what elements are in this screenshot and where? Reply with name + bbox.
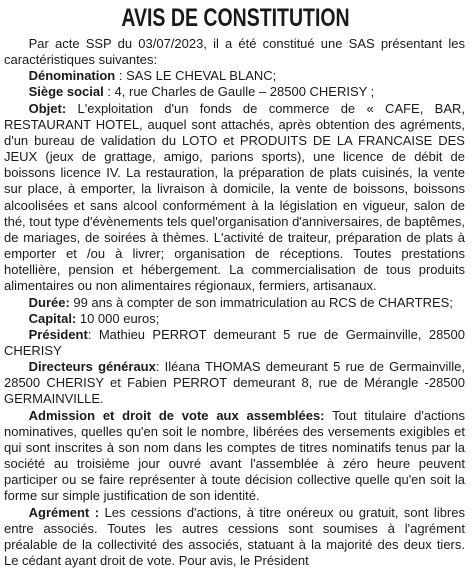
agrement-paragraph [4,505,465,569]
agrement-value: Les cessions d'actions, à titre onéreux ou gratuit, sont libres entre associés. Toutes les autres cessions sont soumises à l'agrément préalable de la collectivité des associés, statuant à la majorité des deux tiers. Le cédant ayant droit de vote. Pour avis, le Président [4,504,465,568]
notice-title: AVIS DE CONSTITUTION [121,4,350,32]
directeurs-label: Directeurs généraux [28,359,156,375]
admission-label: Admission et droit de vote aux assemblées: [28,407,325,423]
admission-paragraph [4,408,465,505]
directeurs-separator: : [155,359,165,375]
capital-label: Capital: [28,310,77,326]
directeurs-value: Iléana THOMAS demeurant 5 rue de Germainville, 28500 CHERISY et Fabien PERROT demeurant 8, rue de Mérangle -28500 GERMAINVILLE. [4,359,465,407]
siege-separator: : [103,84,115,100]
admission-separator [325,408,333,423]
siege-paragraph [4,84,465,100]
president-value: Mathieu PERROT demeurant 5 rue de Germainville, 28500 CHERISY [4,326,465,358]
objet-label: Objet: [28,100,67,116]
capital-value: 10 000 euros; [79,310,160,326]
president-label: Président [28,326,88,342]
denomination-separator: : [115,68,127,84]
objet-value: L'exploitation d'un fonds de commerce de « CAFE, BAR, RESTAURANT HOTEL, auquel sont attachés, après obtention des agréments, d'un bureau de validation du LOTO et PRODUITS DE LA FRANCAISE DES JEUX (jeux de grattage, amigo, parions sports), une licence de débit de boissons licence IV. La restauration, la préparation de plats cuisinés, la vente sur place, à emporter, la livraison à domicile, la vente de boissons, boissons alcoolisées et sans alcool conformément à la législation en vigueur, salon de thé, tout type d'évènements tels quel'organisation d'anniversaires, de baptêmes, de mariages, de soirées à thèmes. L'activité de traiteur, préparation de plats à emporter et /ou à livrer; organisation de réceptions. Toutes prestations hotellière, pension et hébergement. La commercialisation de tous produits alimentaires ou non alimentaires régionaux, fermiers, artisanaux. [4,100,465,294]
notice-body [4,36,465,569]
denomination-value: SAS LE CHEVAL BLANC; [126,68,277,84]
intro-paragraph: Par acte SSP du 03/07/2023, il a été constitué une SAS présentant les caractéristiques suivantes: [4,36,465,68]
president-paragraph [4,327,465,359]
directeurs-paragraph [4,359,465,407]
duree-value: 99 ans à compter de son immatriculation au RCS de CHARTRES; [73,294,453,310]
siege-value: 4, rue Charles de Gaulle – 28500 CHERISY ; [114,84,375,100]
capital-paragraph [4,311,465,327]
admission-value: Tout titulaire d'actions nominatives, quelles qu'en soit le nombre, libérées des versements exigibles et qui sont inscrites à son nom dans les comptes de titres nominatifs tenus par la société au troisième jour ouvré avant l'assemblée à zéro heure peuvent participer ou se faire représenter à toute décision collective quelle qu'en soit la forme sur simple justification de son identité. [4,407,465,504]
objet-paragraph [4,101,465,295]
agrement-label: Agrément : [28,504,100,520]
president-separator: : [87,326,99,342]
denomination-label: Dénomination [28,68,116,84]
denomination-paragraph [4,68,465,84]
siege-label: Siège social [28,84,104,100]
duree-label: Durée: [28,294,70,310]
duree-paragraph [4,295,465,311]
objet-separator [66,101,77,116]
